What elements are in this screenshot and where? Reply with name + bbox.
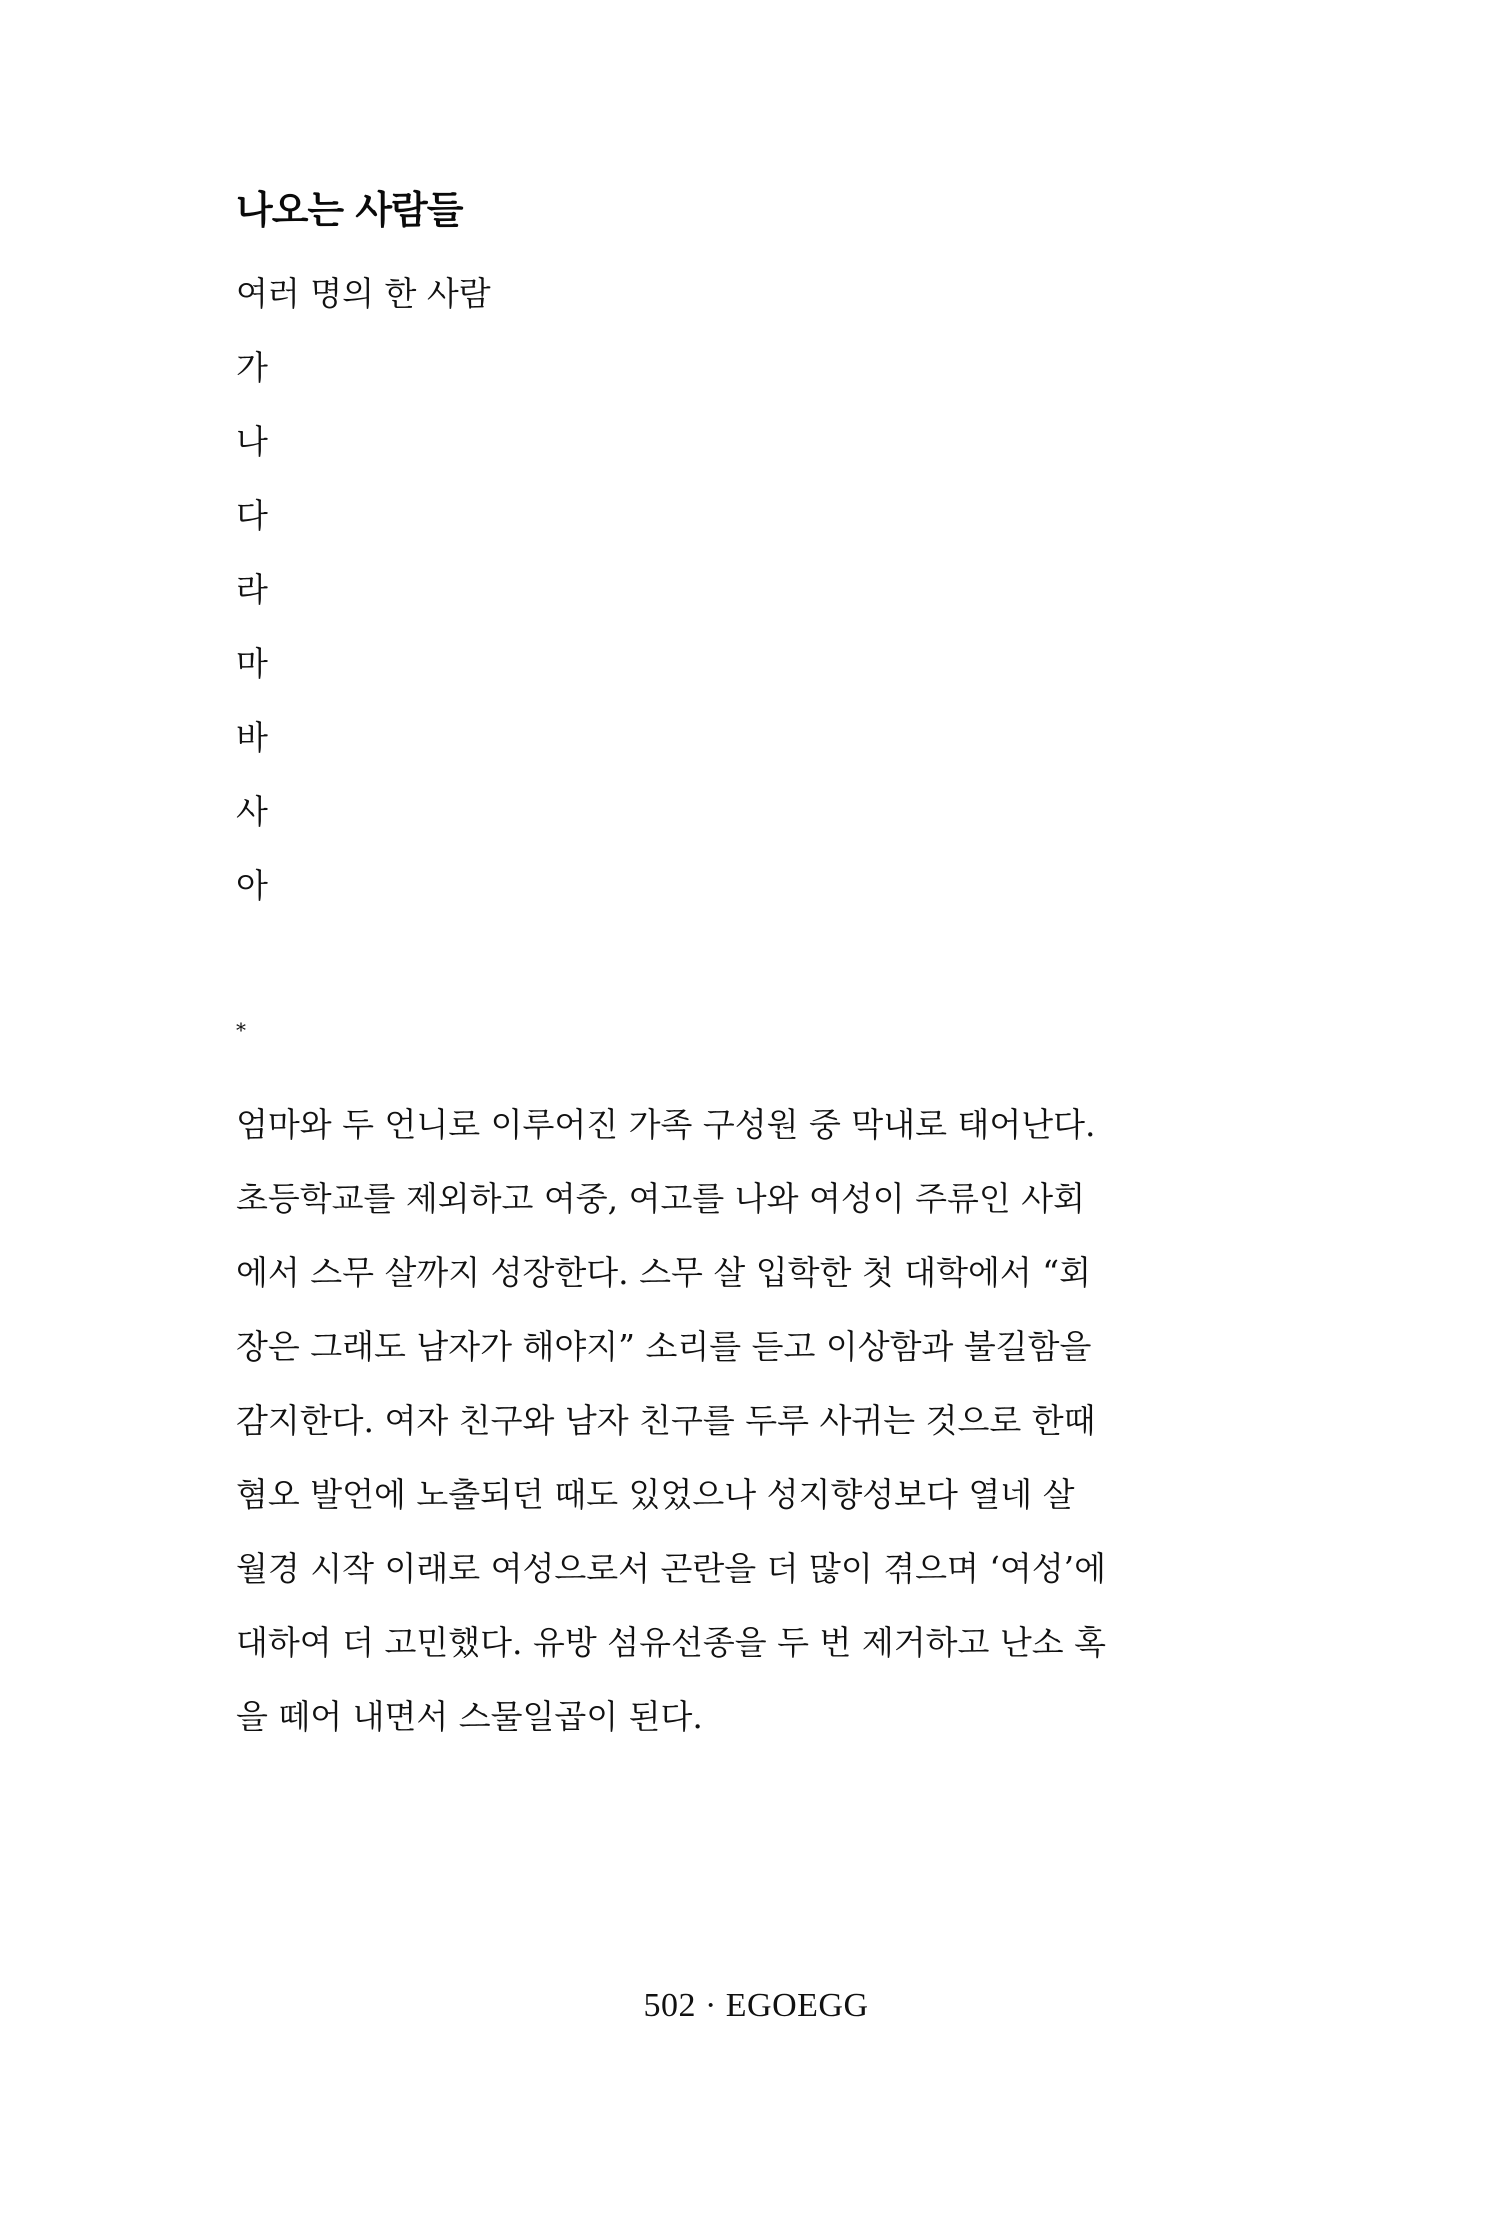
section-separator: * xyxy=(236,1018,246,1042)
footer-divider: · xyxy=(704,1987,717,2024)
character-item: 가 xyxy=(236,348,268,387)
character-item: 다 xyxy=(236,496,268,535)
paragraph-line: 장은 그래도 남자가 해야지” 소리를 듣고 이상함과 불길함을 xyxy=(236,1327,1092,1366)
paragraph-line: 감지한다. 여자 친구와 남자 친구를 두루 사귀는 것으로 한때 xyxy=(236,1401,1096,1440)
character-item: 라 xyxy=(236,570,268,609)
paragraph-line: 혐오 발언에 노출되던 때도 있었으나 성지향성보다 열네 살 xyxy=(236,1475,1075,1514)
paragraph-line: 엄마와 두 언니로 이루어진 가족 구성원 중 막내로 태어난다. xyxy=(236,1105,1096,1144)
paragraph-line: 월경 시작 이래로 여성으로서 곤란을 더 많이 겪으며 ‘여성’에 xyxy=(236,1549,1106,1588)
paragraph-line: 을 떼어 내면서 스물일곱이 된다. xyxy=(236,1697,703,1736)
body-paragraph xyxy=(236,1088,1226,1754)
page-footer xyxy=(0,1986,1512,2026)
character-item: 마 xyxy=(236,644,268,683)
character-list xyxy=(236,346,268,938)
paragraph-line: 에서 스무 살까지 성장한다. 스무 살 입학한 첫 대학에서 “회 xyxy=(236,1253,1091,1292)
paragraph-line: 대하여 더 고민했다. 유방 섬유선종을 두 번 제거하고 난소 혹 xyxy=(236,1623,1106,1662)
section-subtitle: 여러 명의 한 사람 xyxy=(236,274,491,313)
character-item: 아 xyxy=(236,866,268,905)
character-item: 사 xyxy=(236,792,268,831)
section-heading: 나오는 사람들 xyxy=(236,188,463,232)
paragraph-line: 초등학교를 제외하고 여중, 여고를 나와 여성이 주류인 사회 xyxy=(236,1179,1085,1218)
book-title: EGOEGG xyxy=(725,1987,869,2024)
page-number: 502 xyxy=(643,1987,696,2024)
character-item: 바 xyxy=(236,718,268,757)
character-item: 나 xyxy=(236,422,268,461)
